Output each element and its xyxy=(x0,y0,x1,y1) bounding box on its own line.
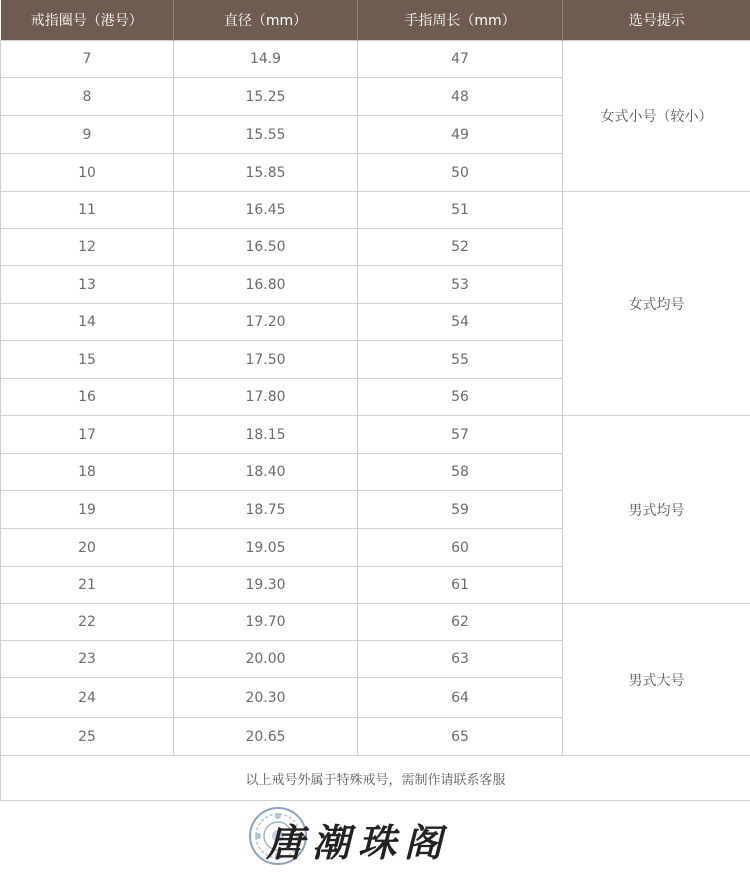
header-circumference: 手指周长（mm） xyxy=(358,0,563,41)
cell-diameter: 18.15 xyxy=(174,416,358,454)
cell-size: 17 xyxy=(1,416,174,454)
cell-circumference: 58 xyxy=(358,454,563,491)
table-header-row xyxy=(1,0,750,41)
cell-diameter: 15.85 xyxy=(174,154,358,192)
cell-size: 9 xyxy=(1,116,174,154)
cell-size: 25 xyxy=(1,718,174,756)
hint-women-small: 女式小号（较小） xyxy=(563,41,750,192)
cell-circumference: 61 xyxy=(358,567,563,604)
cell-circumference: 50 xyxy=(358,154,563,192)
cell-circumference: 52 xyxy=(358,229,563,266)
cell-circumference: 55 xyxy=(358,341,563,379)
cell-size: 16 xyxy=(1,379,174,416)
footnote-row xyxy=(1,756,750,801)
cell-size: 18 xyxy=(1,454,174,491)
cell-size: 7 xyxy=(1,41,174,78)
cell-size: 14 xyxy=(1,304,174,341)
cell-circumference: 60 xyxy=(358,529,563,567)
table-row xyxy=(1,41,750,78)
cell-circumference: 57 xyxy=(358,416,563,454)
cell-circumference: 47 xyxy=(358,41,563,78)
cell-diameter: 18.40 xyxy=(174,454,358,491)
hint-women-standard: 女式均号 xyxy=(563,192,750,416)
cell-circumference: 65 xyxy=(358,718,563,756)
cell-diameter: 17.80 xyxy=(174,379,358,416)
hint-men-large: 男式大号 xyxy=(563,604,750,756)
header-diameter: 直径（mm） xyxy=(174,0,358,41)
cell-circumference: 59 xyxy=(358,491,563,529)
table-row xyxy=(1,192,750,229)
hint-men-standard: 男式均号 xyxy=(563,416,750,604)
cell-diameter: 20.65 xyxy=(174,718,358,756)
cell-diameter: 15.55 xyxy=(174,116,358,154)
cell-size: 20 xyxy=(1,529,174,567)
cell-circumference: 54 xyxy=(358,304,563,341)
cell-diameter: 20.00 xyxy=(174,641,358,678)
cell-size: 22 xyxy=(1,604,174,641)
cell-size: 8 xyxy=(1,78,174,116)
cell-diameter: 16.50 xyxy=(174,229,358,266)
header-ring-size: 戒指圈号（港号） xyxy=(1,0,174,41)
cell-circumference: 62 xyxy=(358,604,563,641)
cell-size: 21 xyxy=(1,567,174,604)
cell-diameter: 17.20 xyxy=(174,304,358,341)
cell-circumference: 56 xyxy=(358,379,563,416)
cell-circumference: 48 xyxy=(358,78,563,116)
cell-size: 13 xyxy=(1,266,174,304)
cell-diameter: 19.70 xyxy=(174,604,358,641)
cell-diameter: 19.30 xyxy=(174,567,358,604)
header-size-hint: 选号提示 xyxy=(563,0,750,41)
cell-diameter: 16.45 xyxy=(174,192,358,229)
brand-name: 唐潮珠阁 xyxy=(266,820,451,865)
table-row xyxy=(1,604,750,641)
cell-circumference: 51 xyxy=(358,192,563,229)
cell-circumference: 63 xyxy=(358,641,563,678)
cell-size: 10 xyxy=(1,154,174,192)
cell-diameter: 16.80 xyxy=(174,266,358,304)
cell-diameter: 20.30 xyxy=(174,678,358,718)
cell-circumference: 64 xyxy=(358,678,563,718)
cell-diameter: 18.75 xyxy=(174,491,358,529)
cell-size: 23 xyxy=(1,641,174,678)
cell-diameter: 19.05 xyxy=(174,529,358,567)
footnote-text: 以上戒号外属于特殊戒号，需制作请联系客服 xyxy=(1,756,750,801)
cell-circumference: 53 xyxy=(358,266,563,304)
cell-size: 24 xyxy=(1,678,174,718)
cell-size: 12 xyxy=(1,229,174,266)
brand-logo xyxy=(248,806,478,866)
cell-diameter: 14.9 xyxy=(174,41,358,78)
table-row xyxy=(1,416,750,454)
cell-size: 11 xyxy=(1,192,174,229)
cell-diameter: 17.50 xyxy=(174,341,358,379)
cell-diameter: 15.25 xyxy=(174,78,358,116)
cell-size: 19 xyxy=(1,491,174,529)
cell-circumference: 49 xyxy=(358,116,563,154)
cell-size: 15 xyxy=(1,341,174,379)
